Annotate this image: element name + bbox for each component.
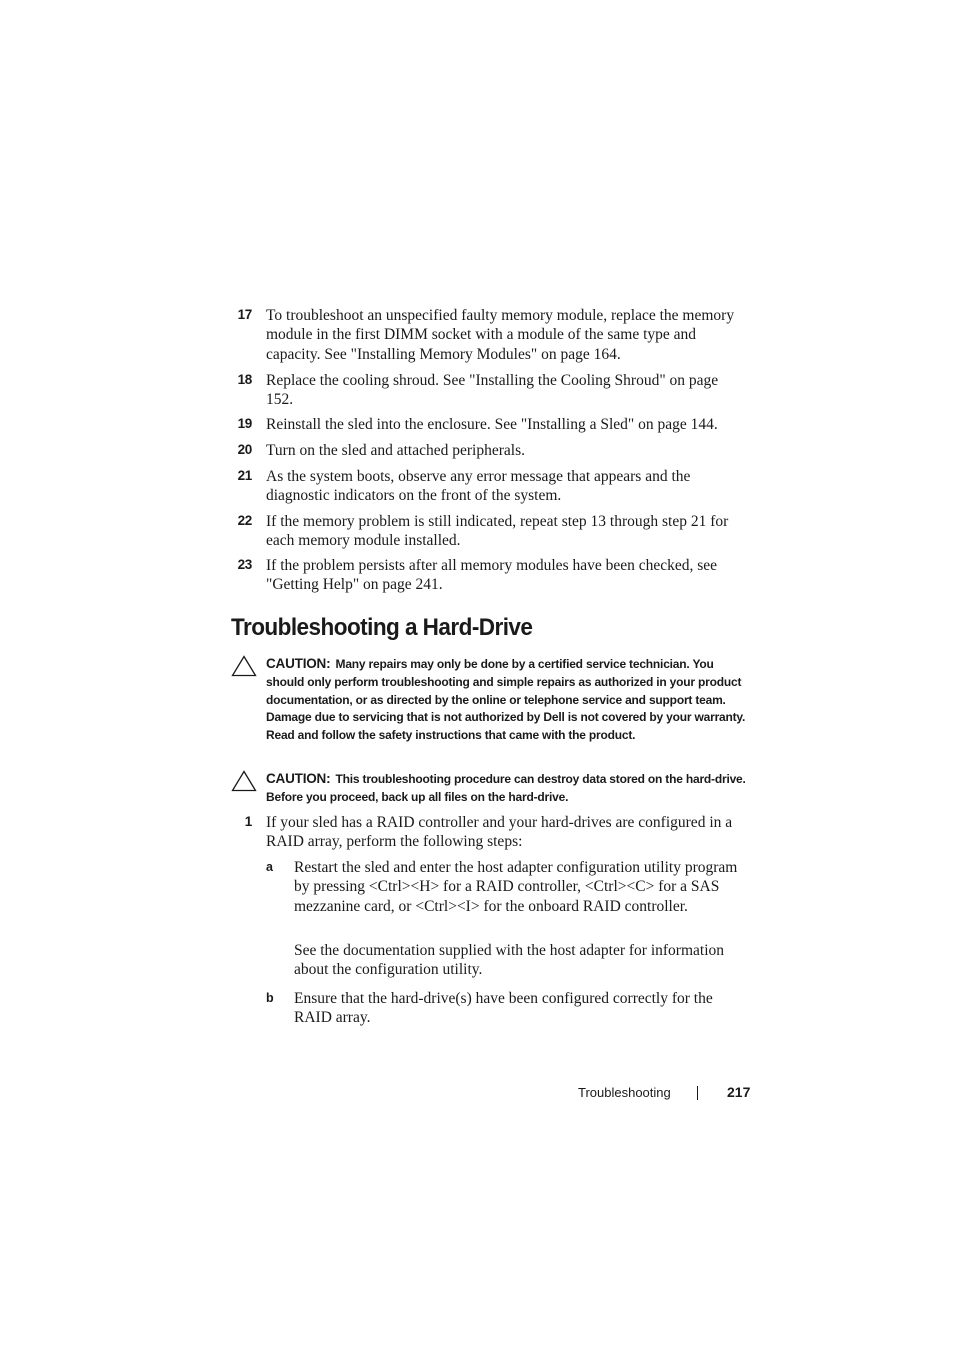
caution-text: This troubleshooting procedure can destroy data stored on the hard-drive. Before you proceed, back up all files on the hard-drive. (266, 772, 746, 804)
caution-body (266, 655, 748, 745)
page-number: 217 (727, 1084, 751, 1100)
caution-label: CAUTION: (266, 656, 331, 671)
step-number: 19 (237, 416, 252, 431)
caution-text: Many repairs may only be done by a certified service technician. You should only perform troubleshooting and simple repairs as authorized in your product documentation, or as directed by the online or telephone service and support team. Damage due to servicing that is not authorized by Dell is not covered by your warranty. Read and follow the safety instructions that came with the product. (266, 657, 746, 743)
caution-triangle-icon (231, 770, 257, 792)
substep-letter: b (266, 991, 274, 1005)
footer-section-title: Troubleshooting (578, 1085, 671, 1100)
step-number: 20 (237, 442, 252, 457)
step-number: 23 (237, 557, 252, 572)
caution-label: CAUTION: (266, 771, 331, 786)
step-number: 17 (237, 307, 252, 322)
step-text: As the system boots, observe any error message that appears and the diagnostic indicators on the front of the system. (266, 468, 691, 505)
step-text: Replace the cooling shroud. See "Installing the Cooling Shroud" on page 152. (266, 372, 719, 409)
step-text: To troubleshoot an unspecified faulty memory module, replace the memory module in the first DIMM socket with a module of the same type and capacity. See "Installing Memory Modules" on page 164. (266, 307, 735, 363)
caution-triangle-icon (231, 655, 257, 677)
step-number: 21 (237, 468, 252, 483)
step-text: Reinstall the sled into the enclosure. See "Installing a Sled" on page 144. (266, 416, 718, 433)
step-number: 18 (237, 372, 252, 387)
page-footer (0, 1084, 954, 1104)
step-text: If your sled has a RAID controller and your hard-drives are configured in a RAID array, perform the following steps: (266, 814, 733, 851)
substep-text: Ensure that the hard-drive(s) have been configured correctly for the RAID array. (294, 990, 713, 1027)
caution-body (266, 770, 748, 807)
substep-letter: a (266, 860, 273, 874)
footer-divider (697, 1086, 698, 1100)
step-number: 22 (237, 513, 252, 528)
step-text: If the problem persists after all memory modules have been checked, see "Getting Help" on page 241. (266, 557, 718, 594)
section-heading: Troubleshooting a Hard-Drive (231, 614, 533, 641)
substep-note-text: See the documentation supplied with the host adapter for information about the configuration utility. (294, 942, 725, 979)
substep-text: Restart the sled and enter the host adapter configuration utility program by pressing <Ctrl><H> for a RAID controller, <Ctrl><C> for a SAS mezzanine card, or <Ctrl><I> for the onboard RAID controller. (294, 859, 738, 915)
step-text: If the memory problem is still indicated, repeat step 13 through step 21 for each memory module installed. (266, 513, 729, 550)
step-text: Turn on the sled and attached peripherals. (266, 442, 525, 459)
step-number: 1 (244, 814, 252, 829)
